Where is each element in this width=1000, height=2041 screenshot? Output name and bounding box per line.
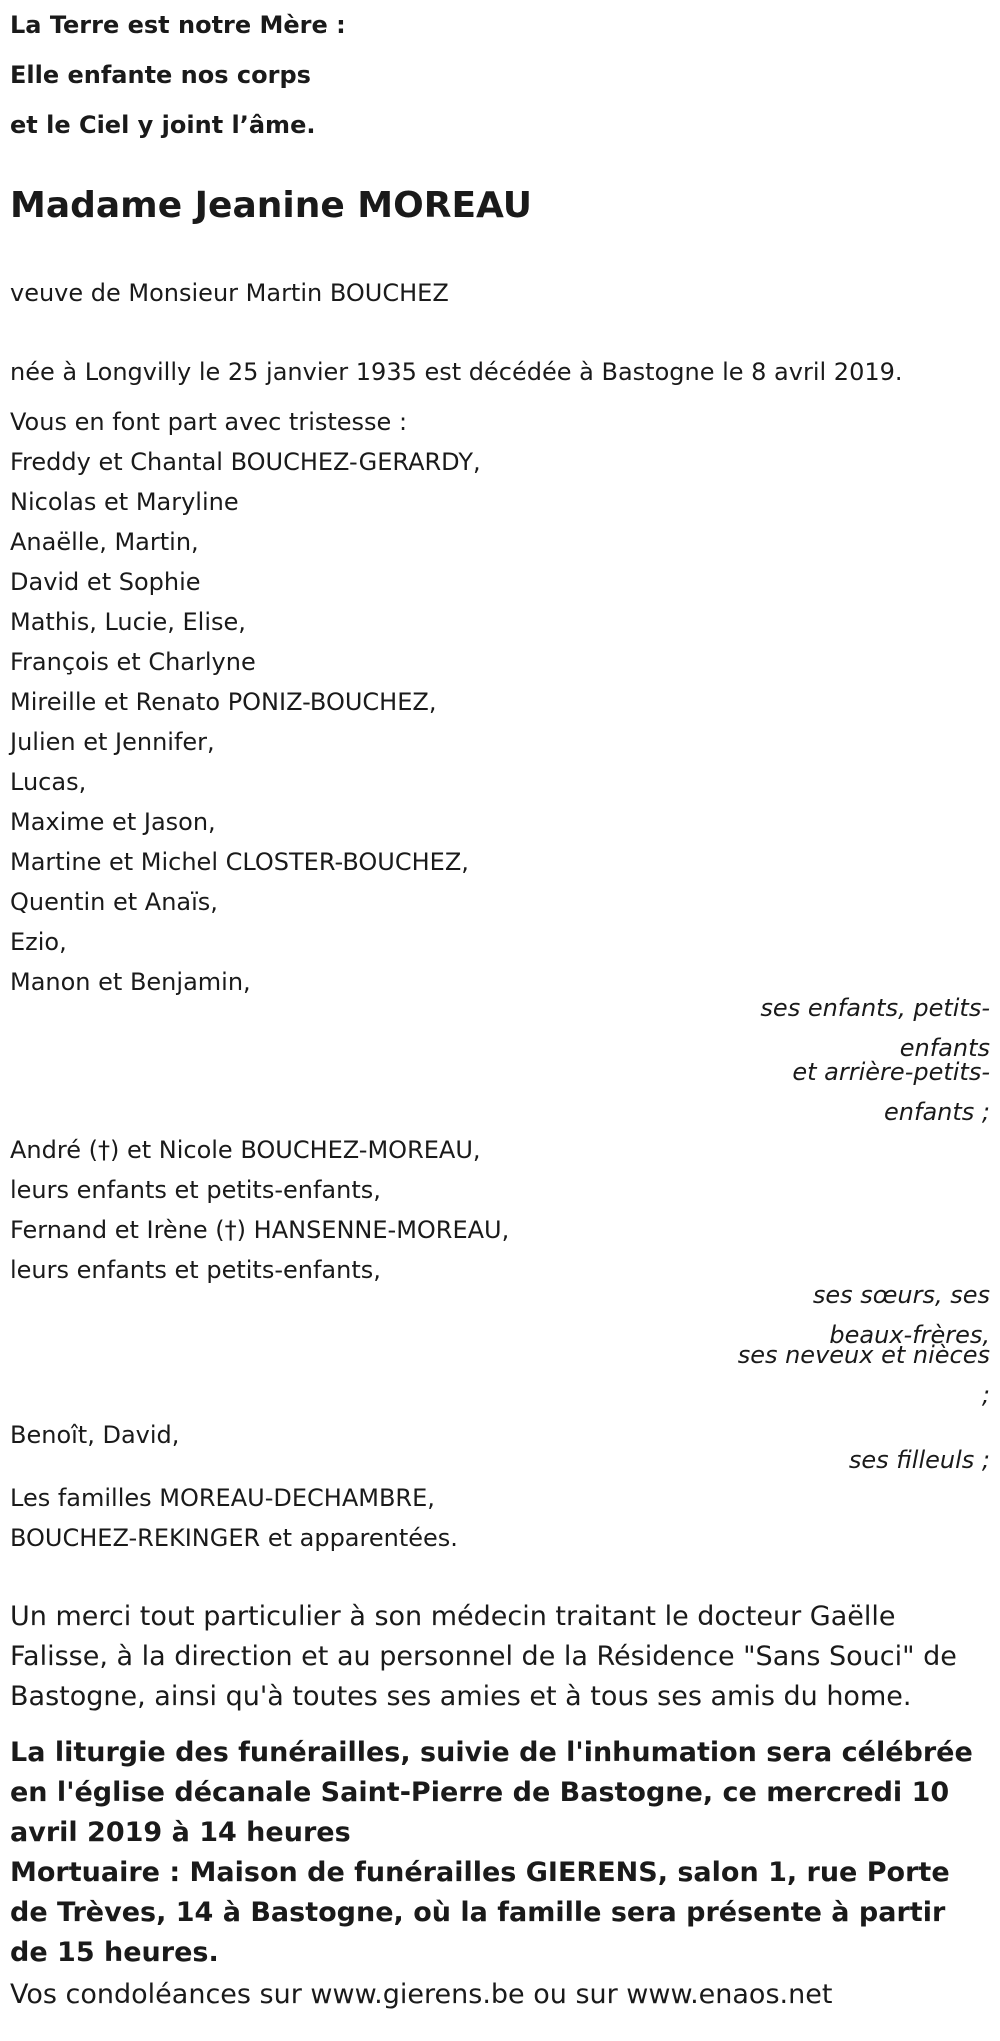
children-line: Mathis, Lucie, Elise, [10, 608, 246, 636]
condolences-line: Vos condoléances sur www.gierens.be ou sur www.enaos.net [10, 1979, 833, 2010]
children-line: Freddy et Chantal BOUCHEZ-GERARDY, [10, 448, 481, 476]
godchildren-line: Benoît, David, [10, 1421, 180, 1449]
siblings-role-continued: ses neveux et nièces ; [737, 1341, 990, 1409]
liturgy-paragraph: La liturgie des funérailles, suivie de l'inhumation sera célébrée en l'église décanale Saint-Pierre de Bastogne, ce mercredi 10 avril 2019 à 14 heures [10, 1737, 973, 1848]
poem-line: Elle enfante nos corps [10, 61, 311, 89]
children-line: Lucas, [10, 768, 87, 796]
announce-line: Vous en font part avec tristesse : [10, 408, 408, 436]
children-line: Anaëlle, Martin, [10, 528, 199, 556]
siblings-line: Fernand et Irène (†) HANSENNE-MOREAU, [10, 1216, 510, 1244]
children-line: Julien et Jennifer, [10, 728, 215, 756]
children-line: Mireille et Renato PONIZ-BOUCHEZ, [10, 688, 437, 716]
children-role-continued: et arrière-petits-enfants ; [792, 1058, 990, 1126]
families-line: Les familles MOREAU-DECHAMBRE, [10, 1484, 435, 1512]
children-line: David et Sophie [10, 568, 201, 596]
children-line: Maxime et Jason, [10, 808, 216, 836]
children-line: Nicolas et Maryline [10, 488, 239, 516]
poem-line: et le Ciel y joint l’âme. [10, 111, 316, 139]
siblings-role: ses sœurs, ses beaux-frères, [812, 1281, 990, 1349]
siblings-line: leurs enfants et petits-enfants, [10, 1256, 381, 1284]
children-role: ses enfants, petits-enfants [760, 994, 990, 1062]
siblings-line: leurs enfants et petits-enfants, [10, 1176, 381, 1204]
birth-death-line: née à Longvilly le 25 janvier 1935 est décédée à Bastogne le 8 avril 2019. [10, 358, 903, 386]
thanks-paragraph: Un merci tout particulier à son médecin traitant le docteur Gaëlle Falisse, à la direction et au personnel de la Résidence "Sans Souci" de Bastogne, ainsi qu'à toutes ses amies et à tous ses amis du home. [10, 1601, 957, 1712]
deceased-name: Madame Jeanine MOREAU [10, 185, 533, 226]
children-line: Manon et Benjamin, [10, 968, 251, 996]
families-line: BOUCHEZ-REKINGER et apparentées. [10, 1524, 458, 1552]
widow-of-line: veuve de Monsieur Martin BOUCHEZ [10, 279, 449, 307]
poem-line: La Terre est notre Mère : [10, 11, 346, 39]
children-line: Martine et Michel CLOSTER-BOUCHEZ, [10, 848, 469, 876]
children-line: François et Charlyne [10, 648, 256, 676]
godchildren-role: ses filleuls ; [848, 1446, 990, 1474]
children-line: Quentin et Anaïs, [10, 888, 218, 916]
mortuary-paragraph: Mortuaire : Maison de funérailles GIERENS, salon 1, rue Porte de Trèves, 14 à Bastogne, où la famille sera présente à partir de 15 heures. [10, 1857, 950, 1968]
children-line: Ezio, [10, 928, 67, 956]
siblings-line: André (†) et Nicole BOUCHEZ-MOREAU, [10, 1136, 481, 1164]
